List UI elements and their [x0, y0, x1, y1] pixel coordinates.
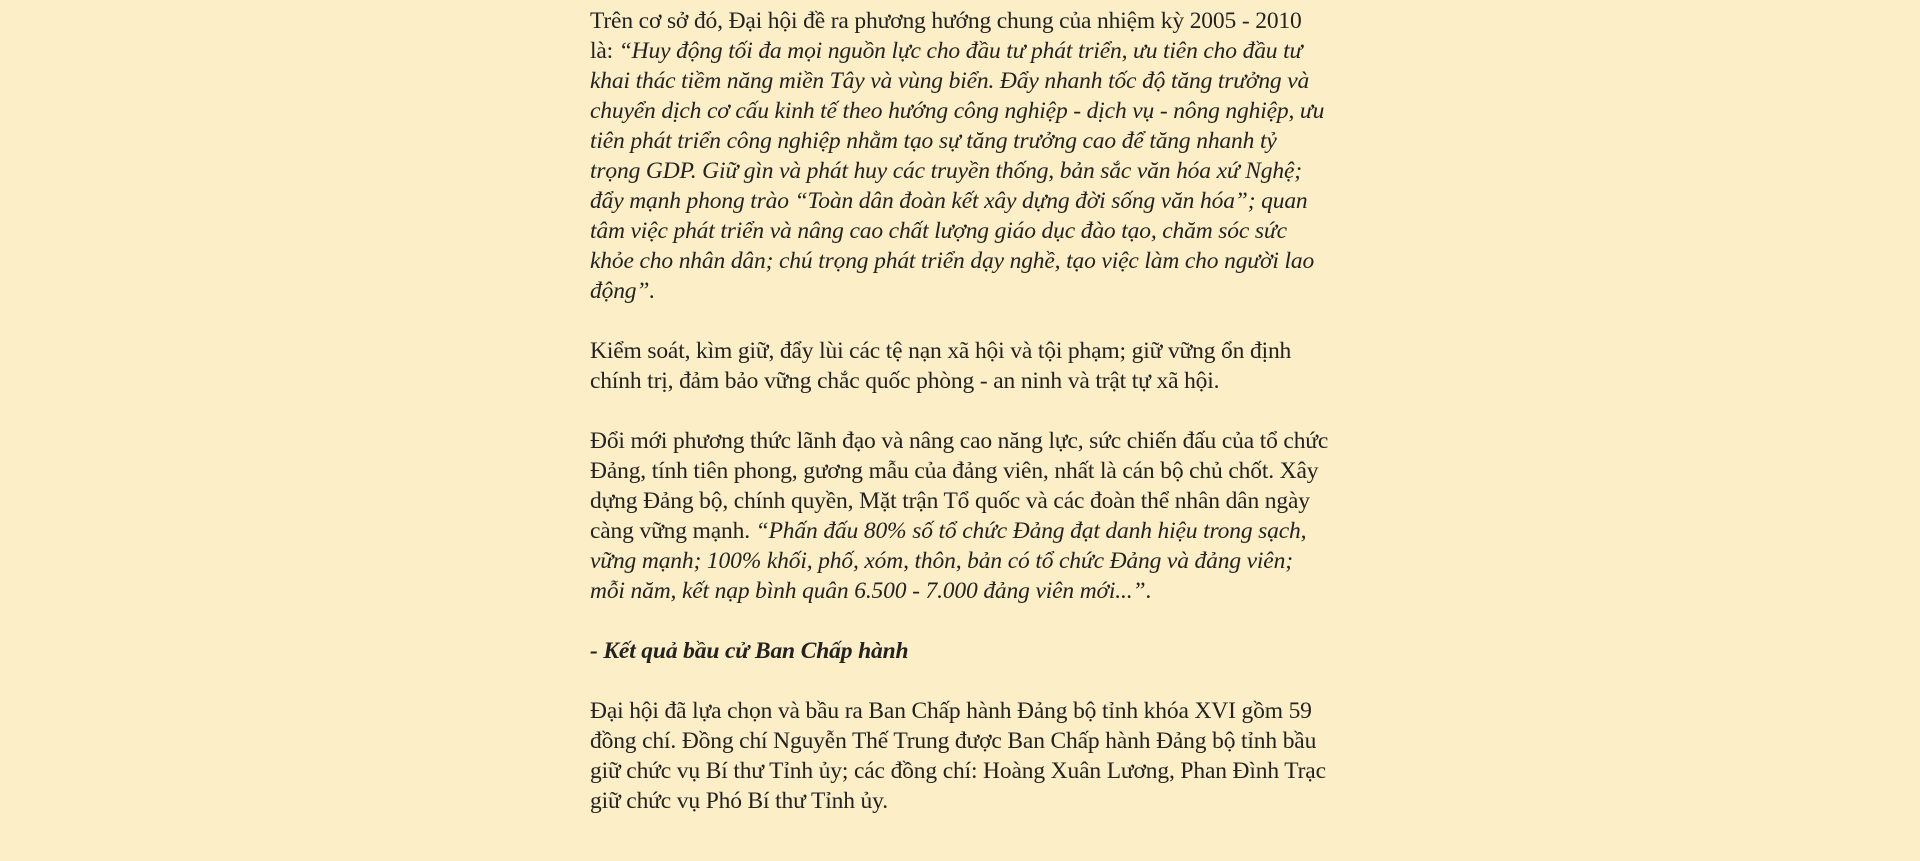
paragraph-election-result: Đại hội đã lựa chọn và bầu ra Ban Chấp hành Đảng bộ tỉnh khóa XVI gồm 59 đồng chí. Đồng chí Nguyễn Thế Trung được Ban Chấp hành Đảng bộ tỉnh bầu giữ chức vụ Bí thư Tỉnh ủy; các đồng chí: Hoàng Xuân Lương, Phan Đình Trạc giữ chức vụ Phó Bí thư Tỉnh ủy.	[590, 698, 1326, 814]
paragraph-party-building-tail: .	[1145, 578, 1152, 604]
paragraph-direction	[590, 6, 1330, 306]
paragraph-direction-lead: Trên cơ sở đó, Đại hội đề ra phương hướng chung của nhiệm kỳ 2005 - 2010 là:	[590, 8, 1302, 64]
paragraph-party-building-quote: “Phấn đấu 80% số tổ chức Đảng đạt danh hiệu trong sạch, vững mạnh; 100% khối, phố, xóm, thôn, bản có tổ chức Đảng và đảng viên; mỗi năm, kết nạp bình quân 6.500 - 7.000 đảng viên mới...”	[590, 518, 1307, 604]
paragraph-direction-quote: “Huy động tối đa mọi nguồn lực cho đầu tư phát triển, ưu tiên cho đầu tư khai thác tiềm năng miền Tây và vùng biển. Đẩy nhanh tốc độ tăng trưởng và chuyển dịch cơ cấu kinh tế theo hướng công nghiệp - dịch vụ - nông nghiệp, ưu tiên phát triển công nghiệp nhằm tạo sự tăng trưởng cao để tăng nhanh tỷ trọng GDP. Giữ gìn và phát huy các truyền thống, bản sắc văn hóa xứ Nghệ; đẩy mạnh phong trào “Toàn dân đoàn kết xây dựng đời sống văn hóa”; quan tâm việc phát triển và nâng cao chất lượng giáo dục đào tạo, chăm sóc sức khỏe cho nhân dân; chú trọng phát triển dạy nghề, tạo việc làm cho người lao động”.	[590, 38, 1325, 304]
section-heading: - Kết quả bầu cử Ban Chấp hành	[590, 638, 909, 664]
article-body	[590, 6, 1330, 846]
paragraph-party-building-lead: Đổi mới phương thức lãnh đạo và nâng cao năng lực, sức chiến đấu của tổ chức Đảng, tính tiên phong, gương mẫu của đảng viên, nhất là cán bộ chủ chốt. Xây dựng Đảng bộ, chính quyền, Mặt trận Tổ quốc và các đoàn thể nhân dân ngày càng vững mạnh.	[590, 428, 1329, 544]
paragraph-party-building	[590, 426, 1330, 606]
paragraph-security: Kiểm soát, kìm giữ, đẩy lùi các tệ nạn xã hội và tội phạm; giữ vững ổn định chính trị, đảm bảo vững chắc quốc phòng - an ninh và trật tự xã hội.	[590, 338, 1292, 394]
